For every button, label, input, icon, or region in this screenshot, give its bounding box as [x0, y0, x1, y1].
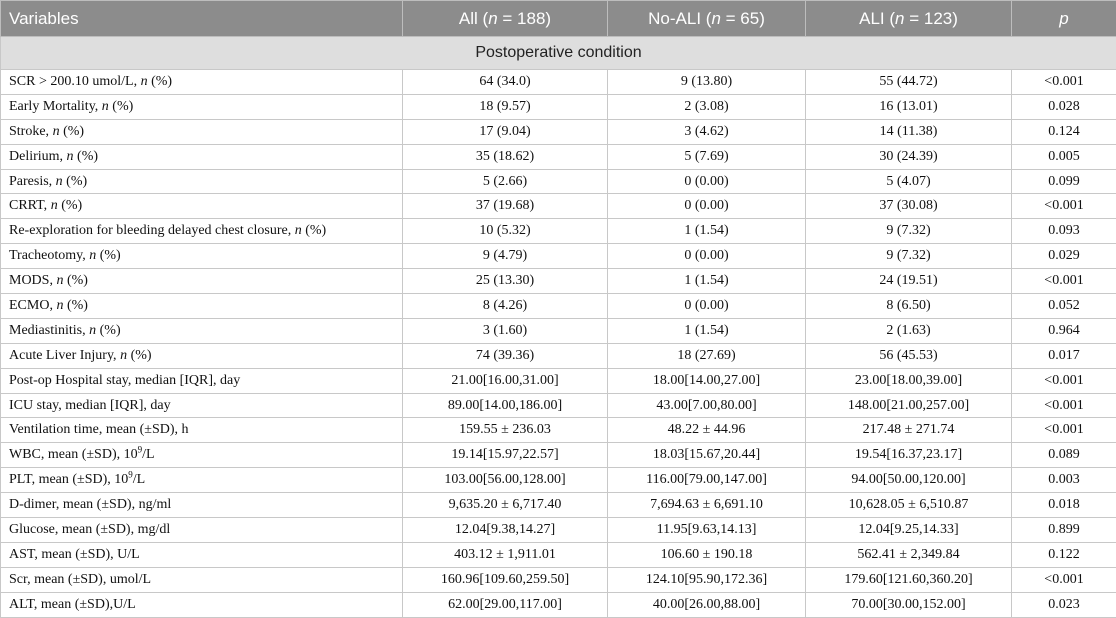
variable-n: n [66, 148, 74, 164]
cell-all: 403.12 ± 1,911.01 [403, 542, 608, 567]
row-variable [1, 269, 403, 294]
variable-unit: /L [142, 447, 155, 463]
variable-label: Early Mortality, [9, 98, 102, 114]
variable-label: Scr, mean (±SD), umol/L [9, 571, 152, 587]
cell-p-value: <0.001 [1012, 418, 1116, 443]
header-all-n: n [488, 8, 498, 28]
cell-all: 9 (4.79) [403, 244, 608, 269]
header-ali-label: ALI ( [859, 8, 896, 28]
cell-no-ali: 116.00[79.00,147.00] [608, 468, 806, 493]
variable-label: PLT, mean (±SD), 10 [9, 472, 129, 488]
variable-unit: (%) [96, 248, 121, 264]
table-row [1, 343, 1116, 368]
cell-p-value: <0.001 [1012, 393, 1116, 418]
cell-ali: 10,628.05 ± 6,510.87 [806, 493, 1012, 518]
variable-label: Re-exploration for bleeding delayed chest closure, [9, 223, 295, 239]
cell-p-value: 0.089 [1012, 443, 1116, 468]
variable-n: n [55, 173, 63, 189]
variable-label: Paresis, [9, 173, 56, 189]
cell-ali: 24 (19.51) [806, 269, 1012, 294]
cell-all: 160.96[109.60,259.50] [403, 567, 608, 592]
cell-ali: 56 (45.53) [806, 343, 1012, 368]
header-ali-n: n [895, 8, 905, 28]
variable-unit: (%) [63, 297, 88, 313]
cell-all: 12.04[9.38,14.27] [403, 518, 608, 543]
row-variable [1, 343, 403, 368]
section-title: Postoperative condition [1, 37, 1116, 70]
row-variable [1, 567, 403, 592]
cell-all: 89.00[14.00,186.00] [403, 393, 608, 418]
variable-label: ICU stay, median [IQR], day [9, 397, 171, 413]
cell-no-ali: 5 (7.69) [608, 144, 806, 169]
cell-p-value: 0.029 [1012, 244, 1116, 269]
table-row [1, 94, 1116, 119]
variable-label: Glucose, mean (±SD), mg/dl [9, 521, 171, 537]
row-variable [1, 194, 403, 219]
row-variable [1, 70, 403, 95]
cell-all: 19.14[15.97,22.57] [403, 443, 608, 468]
header-all-label: All ( [458, 8, 489, 28]
variable-label: CRRT, [9, 198, 51, 214]
cell-ali: 8 (6.50) [806, 294, 1012, 319]
header-p [1012, 1, 1116, 37]
cell-ali: 94.00[50.00,120.00] [806, 468, 1012, 493]
header-ali [806, 1, 1012, 37]
cell-all: 18 (9.57) [403, 94, 608, 119]
cell-no-ali: 7,694.63 ± 6,691.10 [608, 493, 806, 518]
variable-label: ALT, mean (±SD),U/L [9, 596, 136, 612]
row-variable [1, 169, 403, 194]
header-all [403, 1, 608, 37]
variable-label: Ventilation time, mean (±SD), h [9, 422, 189, 438]
cell-p-value: 0.003 [1012, 468, 1116, 493]
variable-label: AST, mean (±SD), U/L [9, 546, 140, 562]
cell-ali: 179.60[121.60,360.20] [806, 567, 1012, 592]
cell-all: 64 (34.0) [403, 70, 608, 95]
cell-p-value: <0.001 [1012, 567, 1116, 592]
header-variables: Variables [1, 1, 403, 37]
variable-label: Post-op Hospital stay, median [IQR], day [9, 372, 241, 388]
variable-unit: (%) [63, 273, 88, 289]
variable-unit: (%) [108, 98, 134, 114]
cell-no-ali: 0 (0.00) [608, 244, 806, 269]
cell-all: 37 (19.68) [403, 194, 608, 219]
cell-no-ali: 1 (1.54) [608, 318, 806, 343]
row-variable [1, 468, 403, 493]
variable-unit: (%) [57, 198, 83, 214]
row-variable [1, 294, 403, 319]
table-row [1, 70, 1116, 95]
table-row [1, 294, 1116, 319]
cell-all: 74 (39.36) [403, 343, 608, 368]
variable-n: n [50, 198, 58, 214]
table-row [1, 368, 1116, 393]
cell-p-value: 0.052 [1012, 294, 1116, 319]
section-row [1, 37, 1116, 70]
table-body [1, 37, 1116, 618]
variable-unit: (%) [127, 347, 152, 363]
cell-no-ali: 40.00[26.00,88.00] [608, 592, 806, 617]
cell-no-ali: 0 (0.00) [608, 294, 806, 319]
cell-no-ali: 48.22 ± 44.96 [608, 418, 806, 443]
table-row [1, 318, 1116, 343]
variable-superscript: 9 [137, 444, 143, 455]
header-row [1, 1, 1116, 37]
header-ali-count: = 123) [904, 8, 958, 28]
variable-n: n [52, 123, 60, 139]
table-row [1, 493, 1116, 518]
header-no-ali-label: No-ALI ( [648, 8, 712, 28]
table-row [1, 244, 1116, 269]
cell-no-ali: 3 (4.62) [608, 119, 806, 144]
cell-ali: 23.00[18.00,39.00] [806, 368, 1012, 393]
variable-label: WBC, mean (±SD), 10 [9, 447, 138, 463]
cell-all: 17 (9.04) [403, 119, 608, 144]
table-row [1, 418, 1116, 443]
row-variable [1, 119, 403, 144]
cell-all: 10 (5.32) [403, 219, 608, 244]
row-variable [1, 518, 403, 543]
row-variable [1, 592, 403, 617]
cell-p-value: 0.028 [1012, 94, 1116, 119]
row-variable [1, 368, 403, 393]
variable-n: n [294, 223, 302, 239]
cell-ali: 562.41 ± 2,349.84 [806, 542, 1012, 567]
cell-p-value: <0.001 [1012, 194, 1116, 219]
table-row [1, 219, 1116, 244]
table-row [1, 468, 1116, 493]
variable-n: n [56, 297, 64, 313]
cell-all: 35 (18.62) [403, 144, 608, 169]
cell-p-value: 0.099 [1012, 169, 1116, 194]
cell-p-value: 0.964 [1012, 318, 1116, 343]
table-row [1, 144, 1116, 169]
cell-no-ali: 0 (0.00) [608, 169, 806, 194]
table-row [1, 518, 1116, 543]
row-variable [1, 443, 403, 468]
header-p-label: p [1059, 8, 1069, 28]
row-variable [1, 94, 403, 119]
variable-n: n [89, 322, 97, 338]
header-no-ali-count: = 65) [720, 8, 765, 28]
variable-unit: (%) [73, 148, 99, 164]
cell-no-ali: 106.60 ± 190.18 [608, 542, 806, 567]
variable-label: Stroke, [9, 123, 53, 139]
cell-all: 21.00[16.00,31.00] [403, 368, 608, 393]
variable-label: MODS, [9, 273, 57, 289]
header-no-ali [608, 1, 806, 37]
cell-no-ali: 0 (0.00) [608, 194, 806, 219]
cell-no-ali: 9 (13.80) [608, 70, 806, 95]
table-row [1, 393, 1116, 418]
table-row [1, 194, 1116, 219]
cell-no-ali: 11.95[9.63,14.13] [608, 518, 806, 543]
table-row [1, 119, 1116, 144]
variable-n: n [89, 248, 97, 264]
cell-all: 62.00[29.00,117.00] [403, 592, 608, 617]
cell-ali: 70.00[30.00,152.00] [806, 592, 1012, 617]
cell-ali: 14 (11.38) [806, 119, 1012, 144]
header-no-ali-n: n [711, 8, 721, 28]
variable-superscript: 9 [128, 469, 133, 480]
table-row [1, 269, 1116, 294]
cell-p-value: 0.124 [1012, 119, 1116, 144]
cell-p-value: 0.122 [1012, 542, 1116, 567]
table-row [1, 169, 1116, 194]
cell-no-ali: 1 (1.54) [608, 269, 806, 294]
row-variable [1, 542, 403, 567]
variable-n: n [140, 73, 148, 89]
variable-label: Mediastinitis, [9, 322, 90, 338]
row-variable [1, 144, 403, 169]
cell-all: 25 (13.30) [403, 269, 608, 294]
cell-ali: 37 (30.08) [806, 194, 1012, 219]
variable-label: SCR > 200.10 umol/L, [9, 73, 141, 89]
cell-ali: 16 (13.01) [806, 94, 1012, 119]
table-row [1, 443, 1116, 468]
cell-ali: 12.04[9.25,14.33] [806, 518, 1012, 543]
variable-unit: (%) [301, 223, 327, 239]
cell-all: 103.00[56.00,128.00] [403, 468, 608, 493]
cell-p-value: <0.001 [1012, 70, 1116, 95]
cell-p-value: 0.017 [1012, 343, 1116, 368]
variable-n: n [56, 273, 64, 289]
cell-no-ali: 2 (3.08) [608, 94, 806, 119]
table-row [1, 542, 1116, 567]
cell-ali: 5 (4.07) [806, 169, 1012, 194]
cell-no-ali: 124.10[95.90,172.36] [608, 567, 806, 592]
cell-p-value: <0.001 [1012, 368, 1116, 393]
row-variable [1, 393, 403, 418]
cell-p-value: 0.018 [1012, 493, 1116, 518]
cell-all: 9,635.20 ± 6,717.40 [403, 493, 608, 518]
row-variable [1, 219, 403, 244]
header-all-count: = 188) [497, 8, 552, 28]
cell-ali: 30 (24.39) [806, 144, 1012, 169]
cell-p-value: 0.093 [1012, 219, 1116, 244]
table-row [1, 567, 1116, 592]
cell-p-value: 0.005 [1012, 144, 1116, 169]
cell-no-ali: 18.03[15.67,20.44] [608, 443, 806, 468]
row-variable [1, 418, 403, 443]
cell-no-ali: 1 (1.54) [608, 219, 806, 244]
cell-ali: 2 (1.63) [806, 318, 1012, 343]
cell-all: 159.55 ± 236.03 [403, 418, 608, 443]
table-row [1, 592, 1116, 617]
row-variable [1, 244, 403, 269]
cell-all: 3 (1.60) [403, 318, 608, 343]
cell-no-ali: 43.00[7.00,80.00] [608, 393, 806, 418]
variable-unit: (%) [147, 73, 173, 89]
variable-unit: /L [132, 472, 146, 488]
cell-ali: 9 (7.32) [806, 219, 1012, 244]
cell-ali: 19.54[16.37,23.17] [806, 443, 1012, 468]
cell-no-ali: 18.00[14.00,27.00] [608, 368, 806, 393]
variable-label: Acute Liver Injury, [9, 347, 121, 363]
variable-label: D-dimer, mean (±SD), ng/ml [9, 497, 172, 513]
variable-label: ECMO, [9, 297, 57, 313]
cell-all: 8 (4.26) [403, 294, 608, 319]
row-variable [1, 493, 403, 518]
cell-p-value: 0.899 [1012, 518, 1116, 543]
variable-label: Tracheotomy, [9, 248, 90, 264]
cell-ali: 148.00[21.00,257.00] [806, 393, 1012, 418]
variable-unit: (%) [62, 173, 88, 189]
variable-unit: (%) [59, 123, 85, 139]
table-header [1, 1, 1116, 37]
variable-n: n [120, 347, 128, 363]
variable-label: Delirium, [9, 148, 67, 164]
cell-no-ali: 18 (27.69) [608, 343, 806, 368]
variable-n: n [101, 98, 109, 114]
variable-unit: (%) [96, 322, 121, 338]
cell-ali: 217.48 ± 271.74 [806, 418, 1012, 443]
cell-p-value: 0.023 [1012, 592, 1116, 617]
row-variable [1, 318, 403, 343]
cell-ali: 55 (44.72) [806, 70, 1012, 95]
cell-p-value: <0.001 [1012, 269, 1116, 294]
cell-ali: 9 (7.32) [806, 244, 1012, 269]
cell-all: 5 (2.66) [403, 169, 608, 194]
